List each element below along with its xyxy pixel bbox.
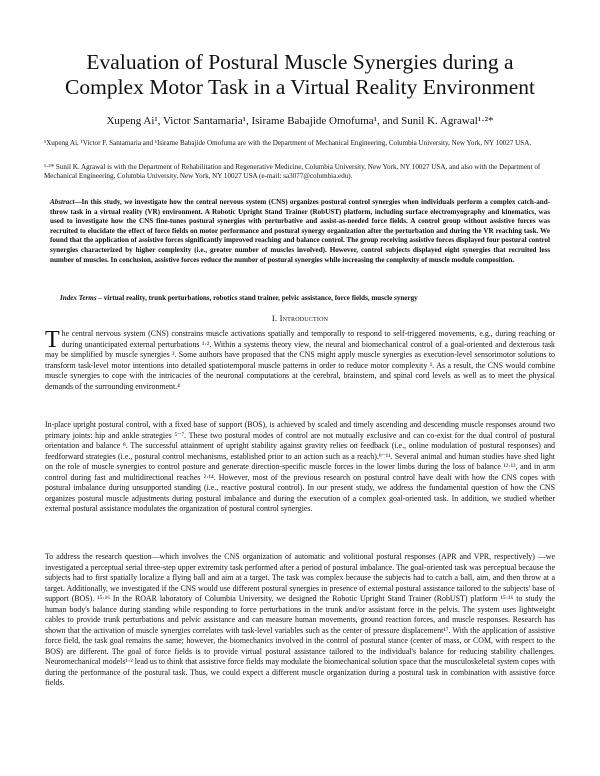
title-line-2: Complex Motor Task in a Virtual Reality Environment bbox=[65, 75, 535, 99]
title-line-1: Evaluation of Postural Muscle Synergies during a bbox=[86, 50, 514, 74]
author-list: Xupeng Ai¹, Victor Santamaria¹, Isirame Babajide Omofuma¹, and Sunil K. Agrawal¹·²* bbox=[106, 115, 494, 127]
affiliation-1: ¹Xupeng Ai, ¹Victor F. Santamaria and ¹Isirame Babajide Omofuma are with the Department of Mechanical Engineering, Columbia University, New York, NY 10027 USA. bbox=[44, 139, 532, 147]
index-terms-lead: Index Terms bbox=[60, 294, 97, 302]
section-heading-introduction: I. Introduction bbox=[271, 313, 329, 323]
drop-cap: T bbox=[45, 327, 60, 353]
index-terms-text: – virtual reality, trunk perturbations, robotics stand trainer, pelvic assistance, force fields, muscle synergy bbox=[96, 294, 418, 302]
intro-paragraph-1-text: he central nervous system (CNS) constrains muscle activations spatially and temporally to respond to self-triggered movements, e.g., during reaching or during unanticipated external perturbations ¹·². Within a systems theory view, the neural and biomechanical control of a goal-oriented and dexterous task may be simplified by muscle synergies ³. Some authors have proposed that the CNS might apply muscle synergies as execution-level sensorimotor solutions to transform task-level motor intentions into detailed spatiotemporal muscle patterns in order to reduce motor complexity ¹. As a result, the CNS would combine muscle synergies to cope with the intricacies of the neuronal computations at the cerebral, brainstem, and spinal cord levels as well as to meet the physical demands of the surrounding environment.⁴ bbox=[45, 329, 555, 391]
abstract-text: —In this study, we investigate how the central nervous system (CNS) organizes postural control synergies when individuals perform a complex catch-and-throw task in a virtual reality (VR) environment. A Robotic Upright Stand Trainer (RobUST) platform, including surface electromyography and kinematics, was used to investigate how the CNS fine-tunes postural synergies with perturbative and assist-as-needed force fields. A control group without assistive forces was recruited to elucidate the effect of force fields on motor performance and postural synergy organization after the perturbation and during the VR reaching task. We found that the application of assistive forces significantly improved reaching and balance control. The group receiving assistive forces displayed four postural control synergies characterized by higher complexity (i.e., greater number of muscles involved). However, control subjects displayed eight synergies that recruited less number of muscles. In conclusion, assistive forces reduce the number of postural synergies while increasing the complexity of muscle module composition. bbox=[50, 198, 550, 264]
intro-paragraph-2: In-place upright postural control, with a fixed base of support (BOS), is achieved by scaled and timely ascending and descending muscle responses around two primary joints: hip and ankle strategies ⁵⁻⁷. These two postural modes of control are not mutually exclusive and can co-exist for the dual control of postural orientation and balance ⁸. The successful attainment of upright stability against gravity relies on feedback (i.e., online modulation of postural responses) and feedforward strategies (i.e., postural control mechanisms, established prior to an action such as a reach).⁹⁻¹¹. Several animal and human studies have shed light on the role of muscle synergies to control posture and generate direction-specific muscle forces in the lower limbs during the loss of balance ¹²·¹³, and in arm control during fast and multidirectional reaches ²·¹⁴. However, most of the previous research on postural control have dealt with how the CNS copes with postural imbalance during unsupported standing (i.e., reactive postural control). In our present study, we address the fundamental question of how the CNS organizes postural muscle adjustments during postural imbalance and during the execution of a complex goal-oriented task. In addition, we studied whether external postural assistance modulates the organization of postural control synergies. bbox=[45, 420, 555, 513]
intro-paragraph-1 bbox=[45, 329, 555, 392]
index-terms bbox=[60, 294, 550, 302]
paper-title bbox=[40, 50, 560, 100]
abstract-lead: Abstract bbox=[50, 198, 75, 206]
intro-paragraph-3: To address the research question—which involves the CNS organization of automatic and volitional postural responses (APR and VPR, respectively) —we investigated a perceptual serial three-step upper extremity task performed after a period of postural imbalance. The goal-oriented task was perceptual because the subjects had to first spatially localize a flying ball and aim at a target. The task was complex because the subjects had to catch a ball, aim, and then throw at a target. Additionally, we investigated if the CNS would use different postural synergies in presence of external postural assistance tailored to the subjects' base of support (BOS). ¹⁵·¹⁶ In the ROAR laboratory of Columbia University, we designed the Robotic Upright Stand Trainer (RobUST) platform ¹⁵·¹⁶ to study the human body's balance during standing while responding to force perturbations in the trunk and/or assistant force in the pelvis. The system uses lightweight cables to provide trunk perturbations and pelvic assistance and can measure human movements, ground reaction forces, and muscle responses. Research has shown that the activation of muscle synergies correlates with task-level variables such as the center of pressure displacement¹⁷. With the application of assistive force field, the task goal remains the same; however, the biomechanics involved in the control of postural stance (center of mass, or COM, with respect to the BOS) are different. The goal of force fields is to provide virtual postural assistance tailored to the individual's balance for reducing stability challenges. Neuromechanical models¹·² lead us to think that assistive force fields may modulate the biomechanical solution space that the musculoskeletal system copes with during the performance of the postural task. Thus, we could expect a different muscle organization during a postural task in combination with assistive force fields. bbox=[45, 552, 555, 687]
affiliation-2: ¹·²* Sunil K. Agrawal is with the Department of Rehabilitation and Regenerative Medicine, Columbia University, New York, NY 10027 USA, and also with the Department of Mechanical Engineering, Columbia University, New York, NY 10027 USA (e-mail: sa3077@columbia.edu). bbox=[44, 163, 541, 181]
abstract bbox=[50, 198, 550, 265]
